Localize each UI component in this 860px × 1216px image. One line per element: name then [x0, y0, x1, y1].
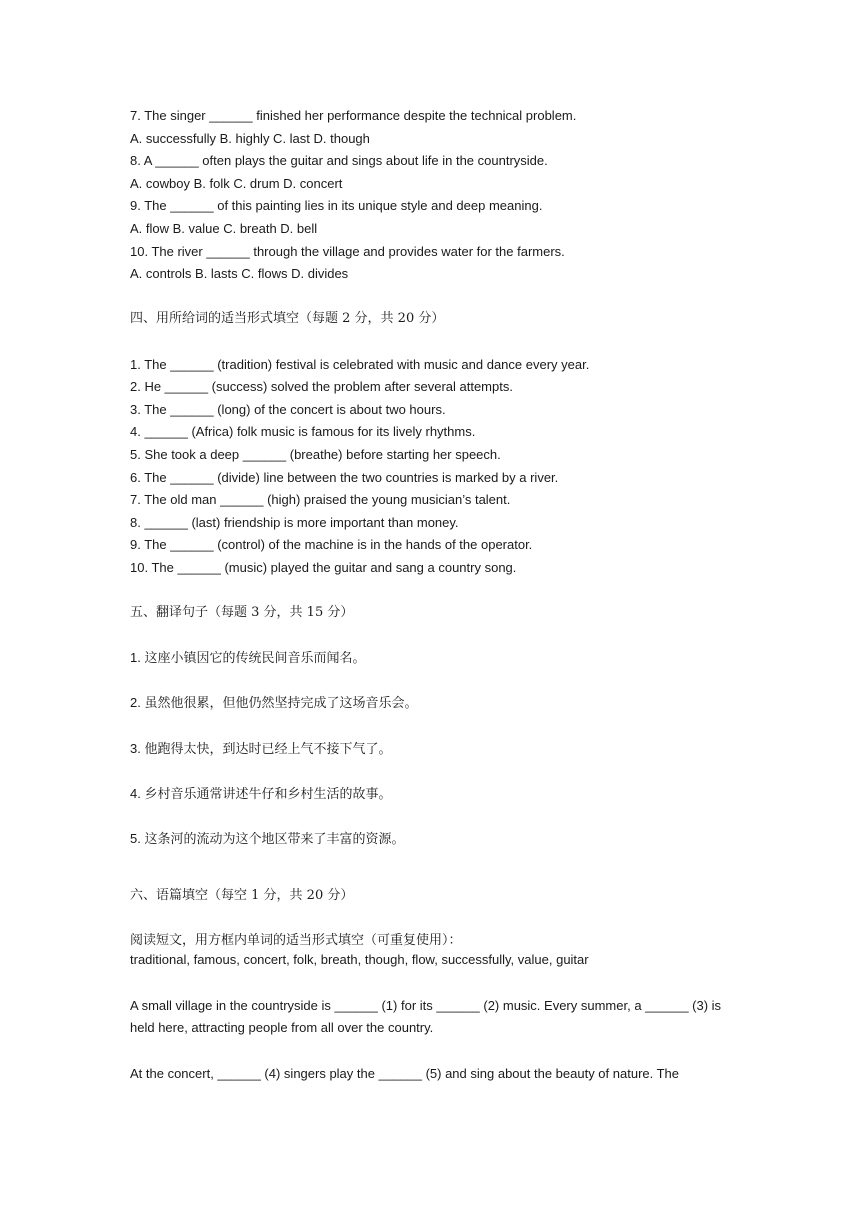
options-10: A. controls B. lasts C. flows D. divides — [130, 266, 349, 282]
options-8: A. cowboy B. folk C. drum D. concert — [130, 175, 343, 191]
question-8: 8. A ______ often plays the guitar and sings about life in the countryside. — [130, 153, 548, 169]
word-form-item: 7. The old man ______ (high) praised the young musician’s talent. — [130, 492, 511, 508]
question-10: 10. The river ______ through the village and provides water for the farmers. — [130, 243, 565, 259]
translation-item: 4. 乡村音乐通常讲述牛仔和乡村生活的故事。 — [130, 785, 392, 801]
word-form-item: 10. The ______ (music) played the guitar and sang a country song. — [130, 559, 517, 575]
word-form-questions — [130, 354, 740, 580]
multiple-choice-questions — [130, 105, 740, 286]
translation-item: 2. 虽然他很累，但他仍然坚持完成了这场音乐会。 — [130, 695, 418, 711]
word-form-item: 3. The ______ (long) of the concert is about two hours. — [130, 401, 446, 417]
translation-item: 3. 他跑得太快，到达时已经上气不接下气了。 — [130, 740, 392, 756]
word-form-item: 5. She took a deep ______ (breathe) before starting her speech. — [130, 446, 501, 462]
word-form-item: 9. The ______ (control) of the machine is in the hands of the operator. — [130, 537, 533, 553]
word-form-item: 2. He ______ (success) solved the problem after several attempts. — [130, 379, 513, 395]
section-6-instruction: 阅读短文，用方框内单词的适当形式填空（可重复使用）： — [130, 931, 462, 947]
options-9: A. flow B. value C. breath D. bell — [130, 220, 318, 236]
translation-item: 1. 这座小镇因它的传统民间音乐而闻名。 — [130, 650, 366, 666]
word-bank: traditional, famous, concert, folk, breath, though, flow, successfully, value, guitar — [130, 951, 589, 967]
word-form-item: 8. ______ (last) friendship is more important than money. — [130, 514, 459, 530]
translation-item: 5. 这条河的流动为这个地区带来了丰富的资源。 — [130, 831, 405, 846]
passage-paragraph-2: At the concert, ______ (4) singers play the ______ (5) and sing about the beauty of nature. The — [130, 1065, 680, 1081]
section-4-heading: 四、用所给词的适当形式填空（每题 2 分，共 20 分） — [130, 311, 445, 327]
options-7: A. successfully B. highly C. last D. though — [130, 130, 370, 146]
question-7: 7. The singer ______ finished her performance despite the technical problem. — [130, 108, 577, 123]
word-form-item: 4. ______ (Africa) folk music is famous for its lively rhythms. — [130, 424, 476, 440]
passage-paragraph-1: A small village in the countryside is ______ (1) for its ______ (2) music. Every summer, a ______ (3) is held here, attracting people from all over the country. — [130, 997, 722, 1036]
section-6-heading: 六、语篇填空（每空 1 分，共 20 分） — [130, 887, 354, 903]
worksheet-content — [130, 105, 740, 1085]
question-9: 9. The ______ of this painting lies in its unique style and deep meaning. — [130, 198, 543, 214]
section-5-heading: 五、翻译句子（每题 3 分，共 15 分） — [130, 605, 354, 621]
word-form-item: 1. The ______ (tradition) festival is celebrated with music and dance every year. — [130, 356, 590, 372]
word-form-item: 6. The ______ (divide) line between the two countries is marked by a river. — [130, 469, 559, 485]
translation-questions — [130, 647, 740, 850]
